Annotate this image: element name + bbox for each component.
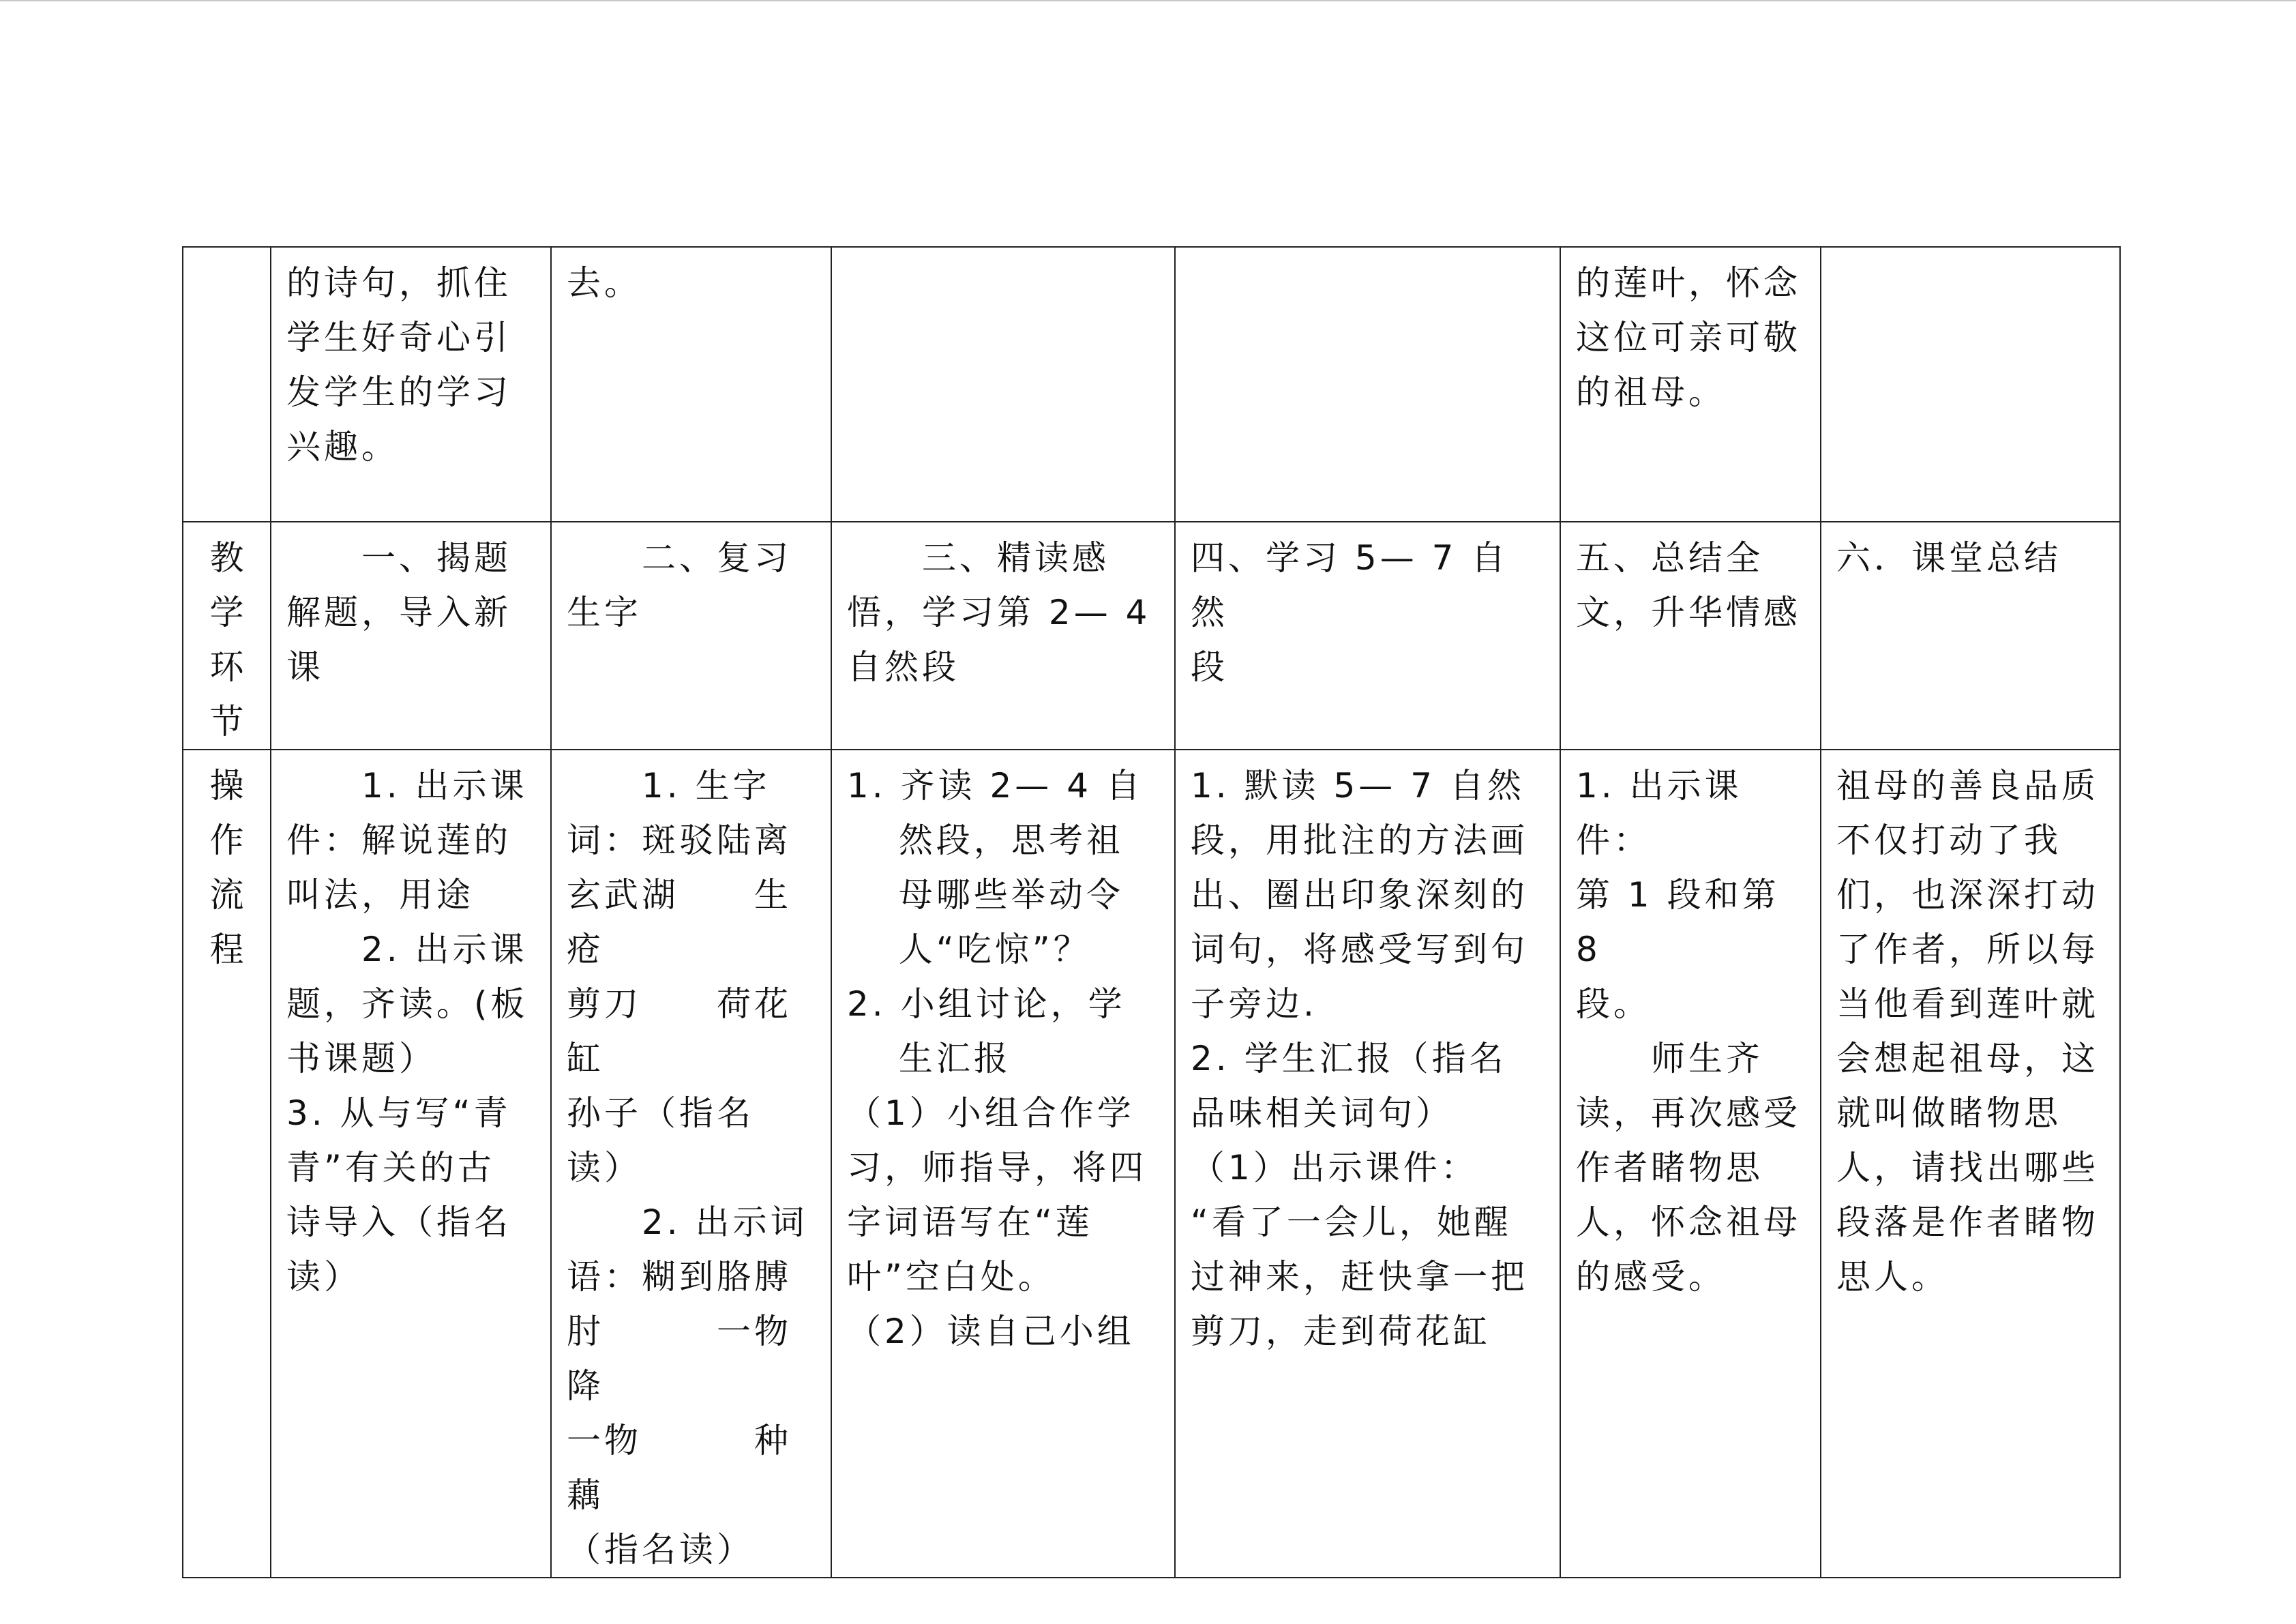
cell-r1-c4 [1175,247,1560,522]
row-label-char: 操 [209,766,244,806]
cell-process-2: 1. 生字 词：斑驳陆离 玄武湖 生疮 剪刀 荷花缸 孙子（指名 读） 2. 出示词 语：糊到胳膊 肘 一物降 一物 种藕 （指名读） [551,750,831,1578]
table-row-teaching-stages [183,522,2120,750]
cell-stage-2: 二、复习 生字 [551,522,831,750]
cell-process-4: 1. 默读 5— 7 自然 段，用批注的方法画 出、圈出印象深刻的 词句，将感受写到句 子旁边. 2. 学生汇报（指名 品味相关词句） （1）出示课件： “看了一会儿，她醒 过神来，赶快拿一把 剪刀，走到荷花缸 [1175,750,1560,1578]
cell-r1-c1: 的诗句，抓住 学生好奇心引 发学生的学习 兴趣。 [271,247,551,522]
row-label-char: 作 [209,821,244,860]
cell-r1-c3 [831,247,1175,522]
cell-stage-6: 六．课堂总结 [1821,522,2120,750]
row-label-char: 学 [209,593,244,632]
row-label-empty [183,247,271,522]
row-label-operation-process [183,750,271,1578]
cell-stage-1: 一、揭题 解题，导入新 课 [271,522,551,750]
row-label-char: 流 [209,875,244,915]
table-row-continuation [183,247,2120,522]
cell-process-1: 1. 出示课 件：解说莲的 叫法，用途 2. 出示课 题，齐读。(板 书课题） 3. 从与写“青 青”有关的古 诗导入（指名 读） [271,750,551,1578]
row-label-char: 环 [209,647,244,687]
row-label-char: 程 [209,930,244,969]
cell-stage-3: 三、精读感 悟，学习第 2— 4 自然段 [831,522,1175,750]
cell-process-6: 祖母的善良品质 不仅打动了我 们，也深深打动 了作者，所以每 当他看到莲叶就 会想起祖母，这 就叫做睹物思 人，请找出哪些 段落是作者睹物 思人。 [1821,750,2120,1578]
cell-process-3: 1. 齐读 2— 4 自 然段，思考祖 母哪些举动令 人“吃惊”？ 2. 小组讨论，学 生汇报 （1）小组合作学 习，师指导，将四 字词语写在“莲 叶”空白处。 （2）读自己小组 [831,750,1175,1578]
cell-stage-4: 四、学习 5— 7 自然 段 [1175,522,1560,750]
table-row-operation-process [183,750,2120,1578]
cell-r1-c5: 的莲叶，怀念 这位可亲可敬 的祖母。 [1560,247,1821,522]
cell-stage-5: 五、总结全 文，升华情感 [1560,522,1821,750]
lesson-plan-table [182,246,2121,1578]
cell-r1-c2: 去。 [551,247,831,522]
row-label-char: 教 [209,538,244,578]
row-label-char: 节 [209,702,244,741]
row-label-teaching-stages [183,522,271,750]
page-top-border [0,0,2296,1]
cell-process-5: 1. 出示课件： 第 1 段和第 8 段。 师生齐 读，再次感受 作者睹物思 人，怀念祖母 的感受。 [1560,750,1821,1578]
cell-r1-c6 [1821,247,2120,522]
